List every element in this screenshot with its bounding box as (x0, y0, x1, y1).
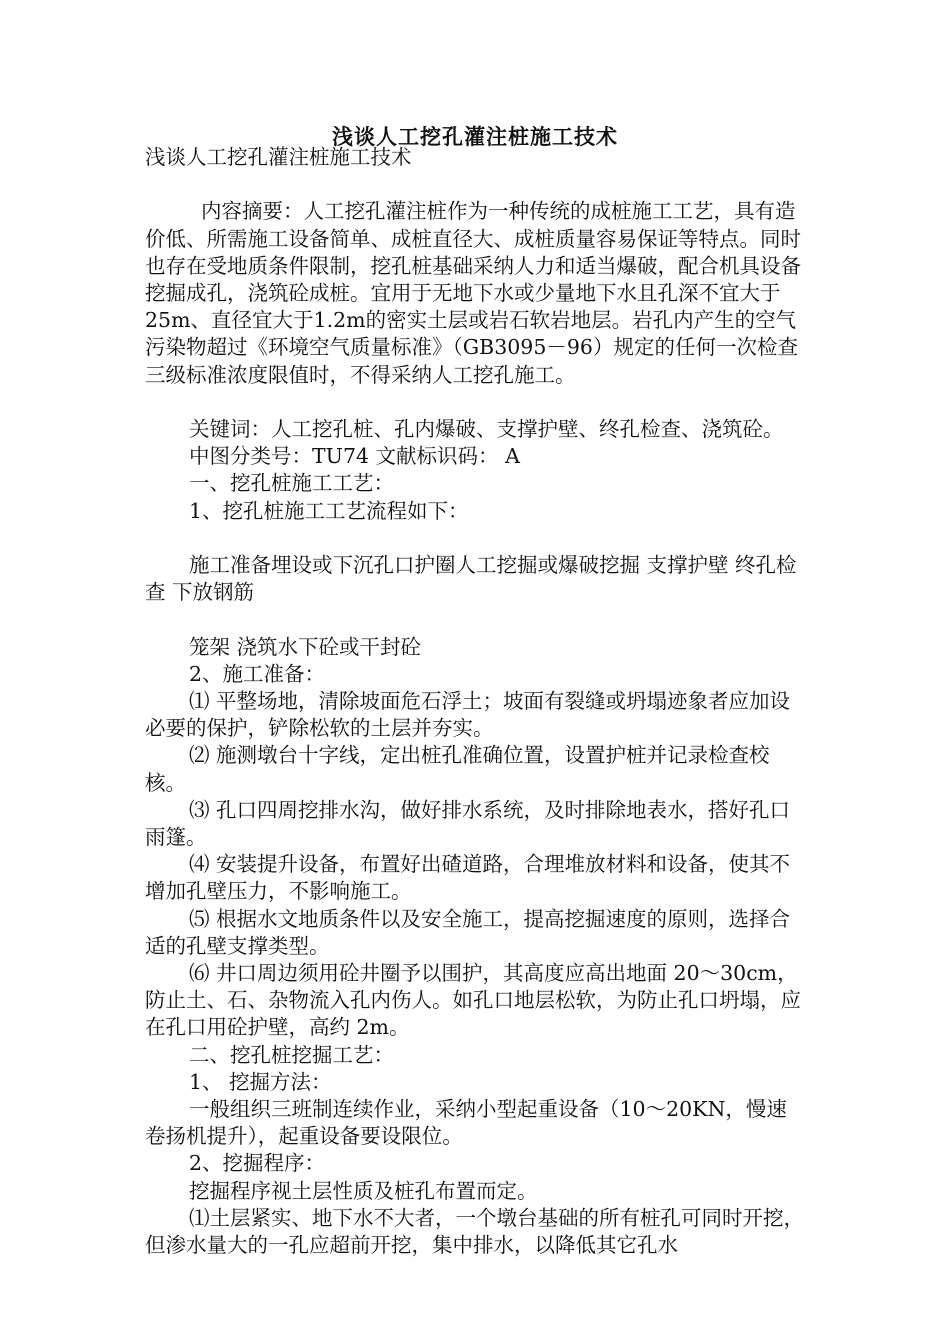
paragraph-method: 一般组织三班制连续作业，采纳小型起重设备（10～20KN，慢速卷扬机提升），起重设备要设限位。 (145, 1097, 787, 1149)
paragraph-flow-2: 笼架 浇筑水下砼或干封砼 (189, 634, 422, 659)
paragraph-prep-2: ⑵ 施测墩台十字线，定出桩孔准确位置，设置护桩并记录检查校核。 (145, 743, 770, 795)
paragraph-flow-1: 施工准备埋设或下沉孔口护圈人工挖掘或爆破挖掘 支撑护壁 终孔检查 下放钢筋 (145, 553, 797, 605)
paragraph-sub-2-2: 2、挖掘程序： (189, 1151, 326, 1176)
paragraph-sub-1-1: 1、挖孔桩施工工艺流程如下： (189, 498, 469, 523)
paragraph-blank-4 (145, 606, 805, 633)
paragraph-abstract: 内容摘要：人工挖孔灌注桩作为一种传统的成桩施工工艺，具有造价低、所需施工设备简单、成桩直径大、成桩质量容易保证等特点。同时也存在受地质条件限制，挖孔桩基础采纳人力和适当爆破，配合机具设备挖掘成孔，浇筑砼成桩。宜用于无地下水或少量地下水且孔深不宜大于25m、直径宜大于1.2m的密实土层或岩石软岩地层。岩孔内产生的空气污染物超过《环境空气质量标准》（GB3095－96）规定的任何一次检查三级标准浓度限值时，不得采纳人工挖孔施工。 (145, 199, 801, 387)
paragraph-subtitle: 浅谈人工挖孔灌注桩施工技术 (145, 145, 412, 169)
paragraph-section-1: 一、挖孔桩施工工艺： (189, 471, 394, 496)
paragraph-prep-6: ⑹ 井口周边须用砼井圈予以围护，其高度应高出地面 20～30cm，防止土、石、杂物流入孔内伤人。如孔口地层松软，为防止孔口坍塌，应在孔口用砼护壁，高约 2m。 (145, 961, 801, 1040)
paragraph-proc-1: ⑴土层紧实、地下水不大者，一个墩台基础的所有桩孔可同时开挖，但渗水量大的一孔应超前开挖，集中排水，以降低其它孔水 (145, 1205, 804, 1258)
paragraph-blank-3 (145, 525, 805, 552)
paragraph-prep-4: ⑷ 安装提升设备，布置好出碴道路，合理堆放材料和设备，使其不增加孔壁压力，不影响施工。 (145, 852, 791, 904)
paragraph-blank-1 (145, 171, 805, 198)
paragraph-prep-1: ⑴ 平整场地，清除坡面危石浮土；坡面有裂缝或坍塌迹象者应加设必要的保护，铲除松软的土层并夯实。 (145, 689, 791, 741)
document-body (145, 144, 805, 1259)
document-title: 浅谈人工挖孔灌注桩施工技术 (332, 124, 618, 149)
paragraph-keywords: 关键词：人工挖孔桩、孔内爆破、支撑护壁、终孔检查、浇筑砼。 (189, 417, 784, 441)
paragraph-blank-2 (145, 389, 805, 416)
paragraph-sub-1-2: 2、施工准备： (189, 661, 326, 686)
paragraph-sub-2-1: 1、 挖掘方法： (189, 1069, 332, 1094)
paragraph-section-2: 二、挖孔桩挖掘工艺： (189, 1042, 394, 1067)
paragraph-prep-3: ⑶ 孔口四周挖排水沟，做好排水系统，及时排除地表水，搭好孔口雨篷。 (145, 797, 791, 850)
paragraph-procedure: 挖掘程序视土层性质及桩孔布置而定。 (189, 1178, 538, 1203)
paragraph-prep-5: ⑸ 根据水文地质条件以及安全施工，提高挖掘速度的原则，选择合适的孔壁支撑类型。 (145, 906, 791, 958)
paragraph-classification: 中图分类号：TU74 文献标识码： A (189, 444, 520, 469)
